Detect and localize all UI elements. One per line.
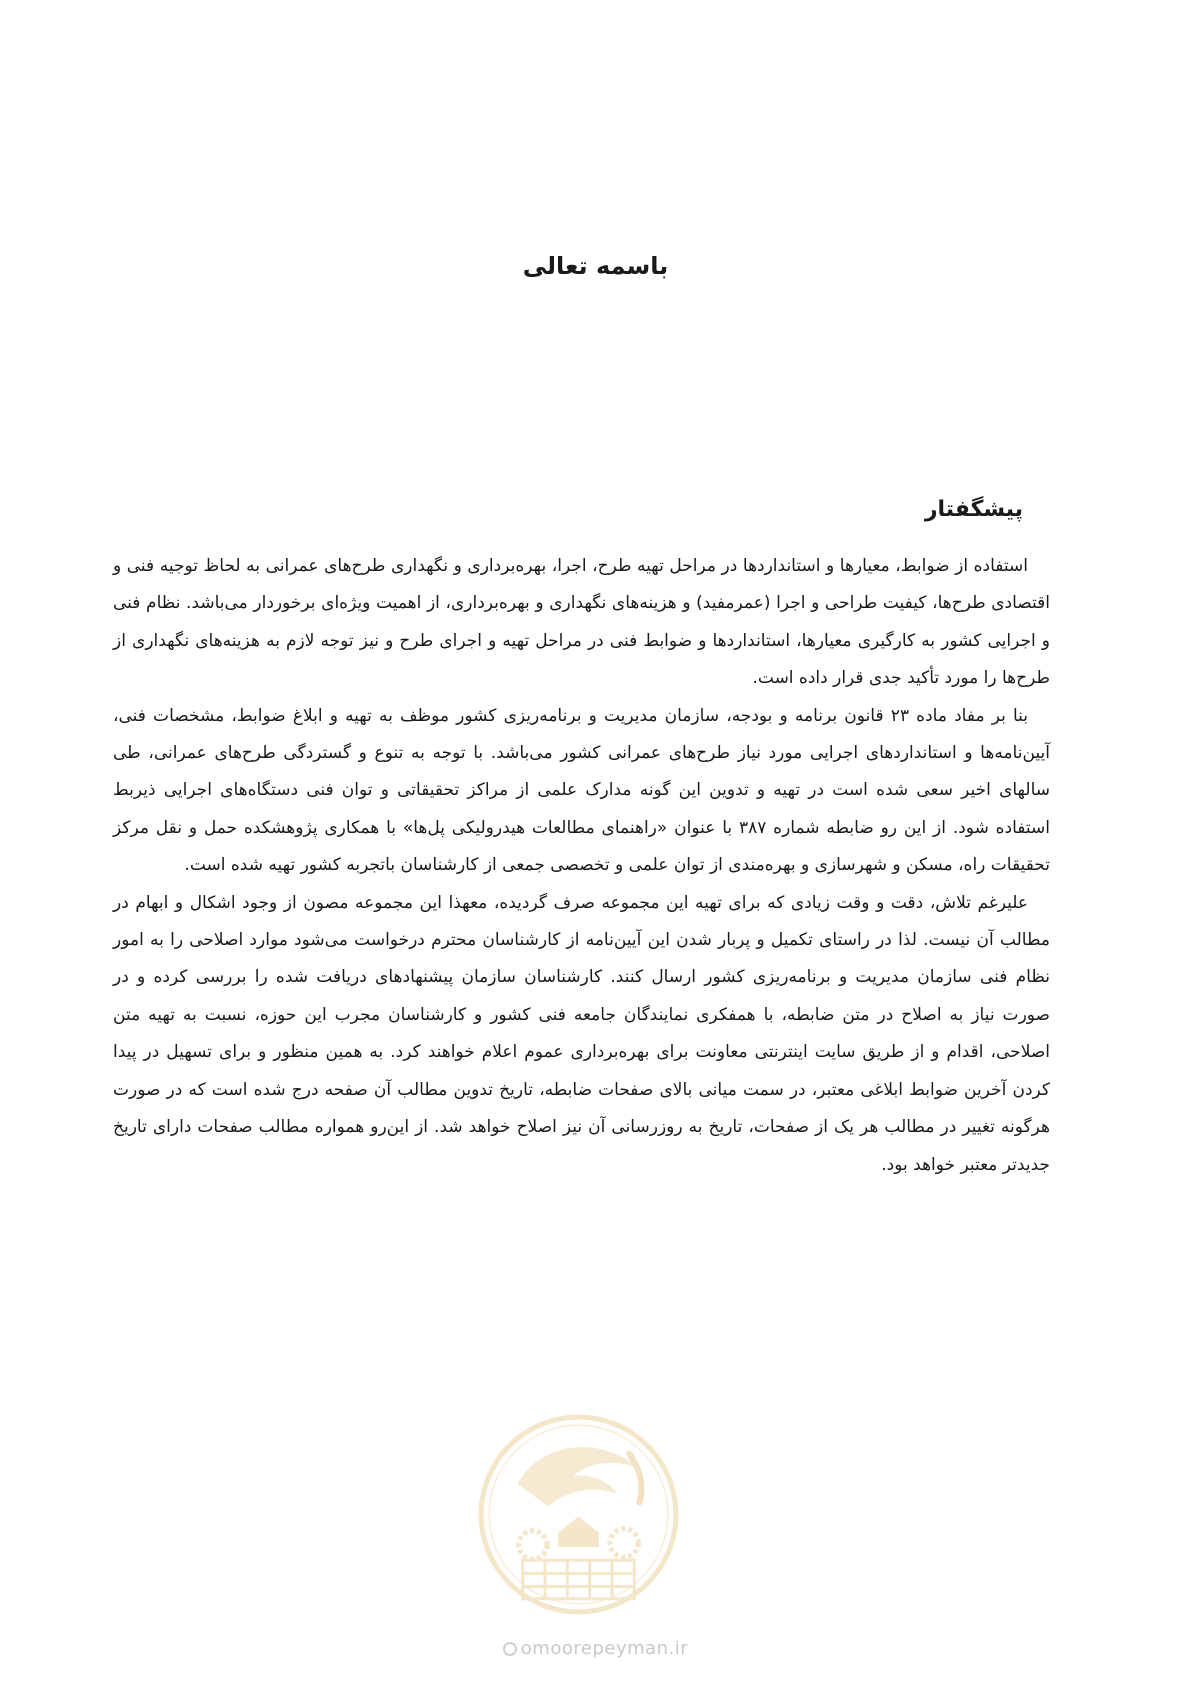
watermark-url-text: omoorepeyman.ir [520, 1638, 689, 1659]
at-sign-icon [503, 1642, 517, 1656]
omoore-peyman-seal-icon [477, 1413, 680, 1616]
preface-body [113, 548, 1050, 1184]
watermark-url [0, 1638, 1191, 1659]
paragraph-3: علیرغم تلاش، دقت و وقت زیادی که برای تهیه این مجموعه صرف گردیده، معهذا این مجموعه مصون از وجود اشکال و ابهام در مطالب آن نیست. لذا در راستای تکمیل و پربار شدن این آیین‌نامه از کارشناسان محترم درخواست می‌شود موارد اصلاحی را به امور نظام فنی سازمان مدیریت و برنامه‌ریزی کشور ارسال کنند. کارشناسان سازمان پیشنهادهای دریافت شده را بررسی کرده و در صورت نیاز به اصلاح در متن ضابطه، با همفکری نمایندگان جامعه فنی کشور و کارشناسان مجرب این حوزه، نسبت به تهیه متن اصلاحی، اقدام و از طریق سایت اینترنتی معاونت برای بهره‌برداری عموم اعلام خواهند کرد. به همین منظور و برای تسهیل در پیدا کردن آخرین ضوابط ابلاغی معتبر، در سمت میانی بالای صفحات ضابطه، تاریخ تدوین مطالب آن صفحه درج شده است که در صورت هرگونه تغییر در مطالب هر یک از صفحات، تاریخ به روزرسانی آن نیز اصلاح خواهد شد. از این‌رو همواره مطالب صفحات دارای تاریخ جدیدتر معتبر خواهد بود. [113, 892, 1050, 1175]
paragraph-1: استفاده از ضوابط، معیارها و استانداردها در مراحل تهیه طرح، اجرا، بهره‌برداری و نگهداری طرح‌های عمرانی به لحاظ توجیه فنی و اقتصادی طرح‌ها، کیفیت طراحی و اجرا (عمرمفید) و هزینه‌های نگهداری و بهره‌برداری، از اهمیت ویژه‌ای برخوردار می‌باشد. نظام فنی و اجرایی کشور به کارگیری معیارها، استانداردها و ضوابط فنی در مراحل تهیه و اجرای طرح و نیز توجه لازم به هزینه‌های نگهداری از طرح‌ها را مورد تأکید جدی قرار داده است. [113, 556, 1050, 689]
invocation-heading: باسمه تعالی [522, 252, 669, 280]
paragraph-2: بنا بر مفاد ماده ۲۳ قانون برنامه و بودجه، سازمان مدیریت و برنامه‌ریزی کشور موظف به تهیه و ابلاغ ضوابط، مشخصات فنی، آیین‌نامه‌ها و استانداردهای اجرایی مورد نیاز طرح‌های عمرانی کشور می‌باشد. با توجه به تنوع و گستردگی طرح‌های عمرانی، طی سالهای اخیر سعی شده است در تهیه و تدوین این گونه مدارک علمی از مراکز تحقیقاتی و توان فنی دستگاه‌های اجرایی ذیربط استفاده شود. از این رو ضابطه شماره ۳۸۷ با عنوان «راهنمای مطالعات هیدرولیکی پل‌ها» با همکاری پژوهشکده حمل و نقل مرکز تحقیقات راه، مسکن و شهرسازی و بهره‌مندی از توان علمی و تخصصی جمعی از کارشناسان باتجربه کشور تهیه شده است. [113, 705, 1050, 876]
section-title-preface: پیشگفتار [924, 497, 1023, 522]
